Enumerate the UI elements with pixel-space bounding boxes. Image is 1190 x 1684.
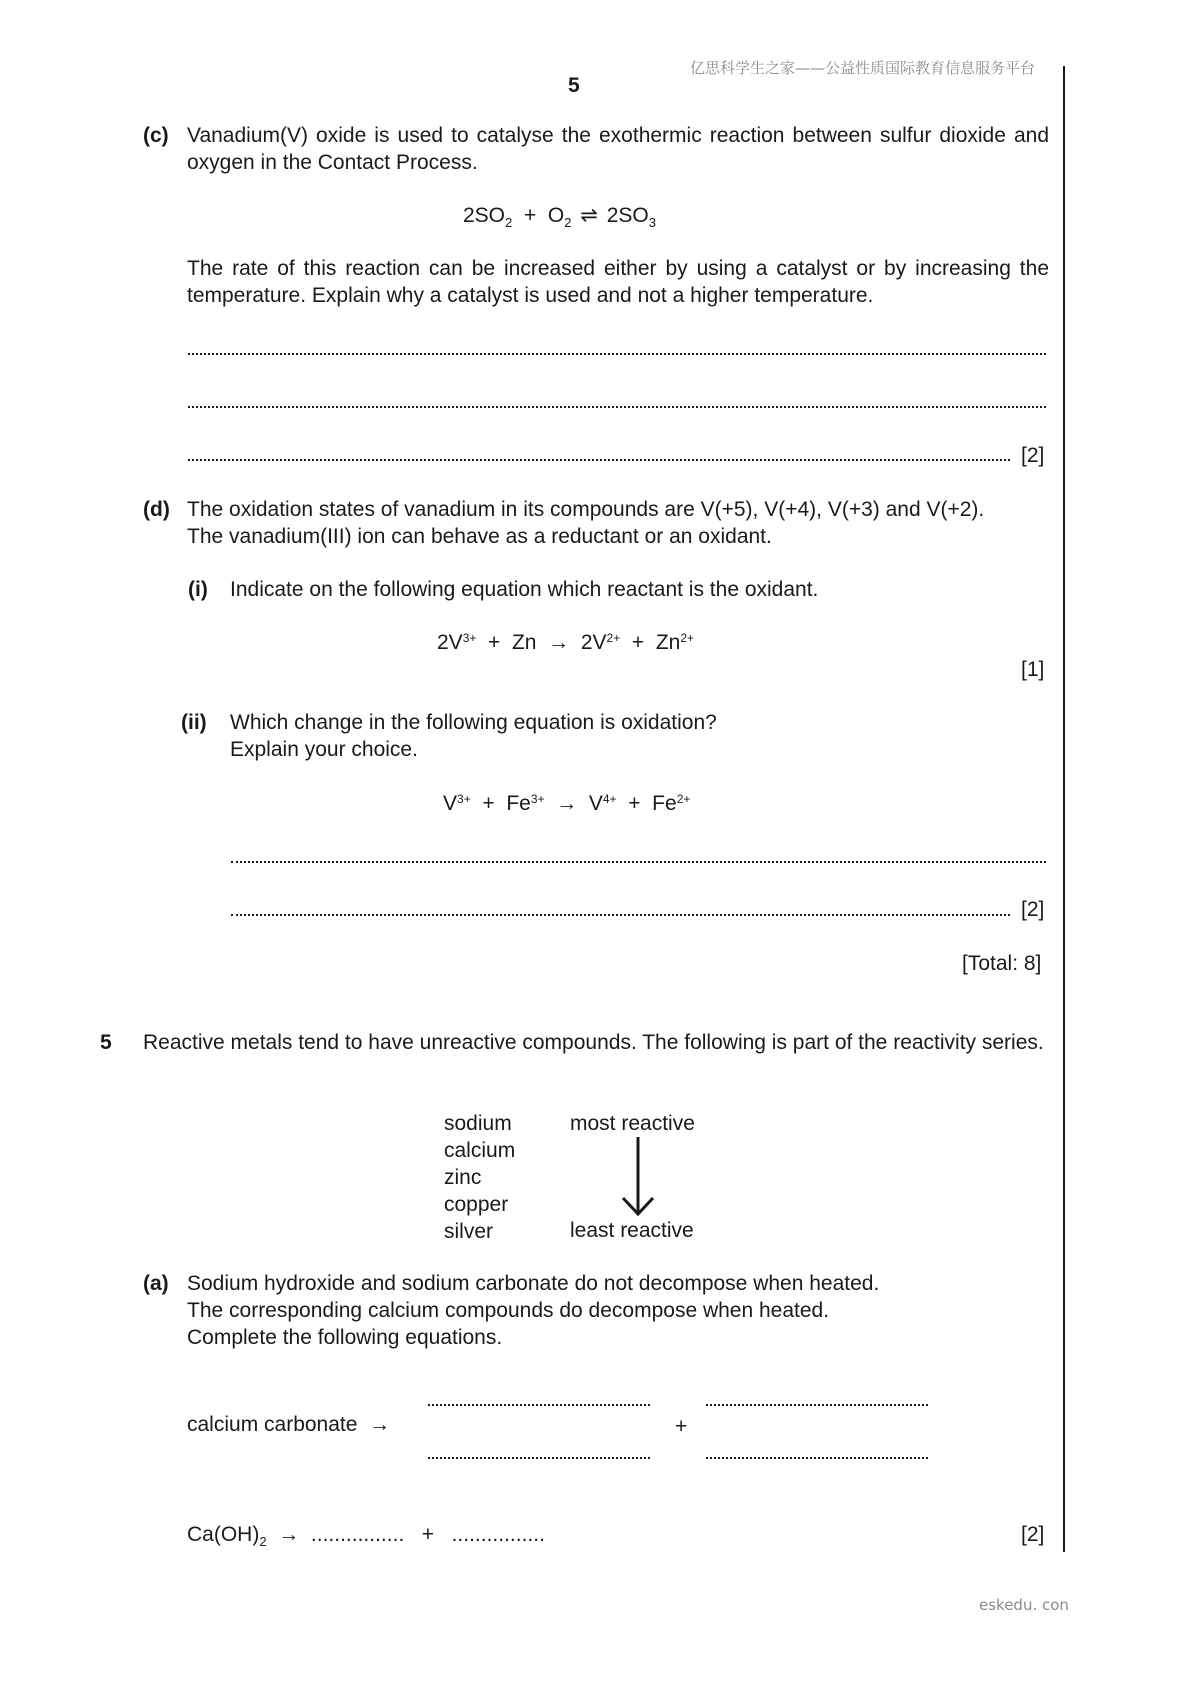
metal-copper: copper [444,1193,509,1216]
part-d-i-text: Indicate on the following equation which reactant is the oxidant. [230,578,819,601]
metal-sodium: sodium [444,1112,512,1135]
eq-plus: + [488,631,501,654]
part-5a-line3: Complete the following equations. [187,1326,503,1349]
eq1-product2-line2[interactable] [706,1457,928,1459]
marks-d-ii: [2] [1021,898,1045,921]
reactant-calcium-carbonate: calcium carbonate [187,1413,358,1436]
eq-charge: 2+ [676,792,691,806]
part-5a-label: (a) [143,1272,169,1295]
metal-calcium: calcium [444,1139,516,1162]
eq-term: V [588,792,603,815]
eq-plus: + [482,792,495,815]
page-number: 5 [568,74,580,97]
eq-charge: 2+ [680,631,695,645]
equation-d-i [437,629,694,656]
metal-zinc: zinc [444,1166,482,1189]
reaction-arrow-icon: → [278,1523,300,1546]
eq-term: 2V [437,631,463,654]
eq-term: Zn [655,631,681,654]
eq-charge: 3+ [462,631,477,645]
part-d-line1: The oxidation states of vanadium in its compounds are V(+5), V(+4), V(+3) and V(+2). [187,498,985,521]
eq-term: V [443,792,458,815]
eq2 [187,1521,545,1548]
eq-charge: 4+ [602,792,617,806]
metal-silver: silver [444,1220,494,1243]
equation-d-ii [443,790,690,817]
eq-charge: 3+ [530,792,545,806]
eq-term: O [547,204,565,227]
eq-plus: + [631,631,645,654]
part-5a-line1: Sodium hydroxide and sodium carbonate do not decompose when heated. [187,1272,880,1295]
part-c-label: (c) [143,124,169,147]
watermark-top: 亿思科学生之家——公益性质国际教育信息服务平台 [690,59,1036,77]
eq1-reactant [187,1411,390,1438]
watermark-bottom: eskedu. con [979,1596,1069,1614]
eq2-plus: + [421,1523,435,1546]
eq-sub: 3 [648,215,657,230]
part-d-ii-label: (ii) [181,711,207,734]
eq-term: Fe [506,792,531,815]
eq-sub: 2 [564,215,572,230]
answer-line-c-2[interactable] [188,406,1046,408]
equation-contact-process [463,202,656,229]
equilibrium-arrow-icon: ⇌ [580,204,598,227]
part-d-i-label: (i) [188,578,208,601]
least-reactive-label: least reactive [570,1219,694,1242]
answer-line-d-ii-2[interactable] [231,914,1010,916]
reaction-arrow-icon: → [369,1413,391,1436]
eq1-plus: + [675,1415,688,1438]
eq-term: Zn [511,631,537,654]
marks-5a: [2] [1021,1523,1045,1546]
marks-c: [2] [1021,444,1045,467]
marks-d-i: [1] [1021,658,1045,681]
answer-line-c-3[interactable] [188,459,1010,461]
eq-plus: + [628,792,641,815]
reaction-arrow-icon: → [556,792,578,815]
part-d-line2: The vanadium(III) ion can behave as a reductant or an oxidant. [187,525,772,548]
question-5-intro: Reactive metals tend to have unreactive compounds. The following is part of the reactivity series. [143,1031,1044,1054]
eq-term: Fe [652,792,677,815]
eq-term: 2SO [463,204,506,227]
part-d-label: (d) [143,498,170,521]
eq2-blank-2[interactable]: ................ [451,1523,545,1546]
eq1-product2-line1[interactable] [706,1404,928,1406]
eq1-product1-line2[interactable] [428,1457,650,1459]
part-d-ii-line2: Explain your choice. [230,738,418,761]
eq-term: 2V [580,631,607,654]
eq-charge: 3+ [457,792,471,806]
right-margin-rule [1063,66,1065,1552]
reactant-calcium-hydroxide: Ca(OH) [187,1523,260,1546]
eq-term: 2SO [606,204,649,227]
reactivity-series [444,1110,515,1245]
most-reactive-label: most reactive [570,1112,695,1135]
down-arrow-icon [618,1135,658,1219]
total-marks: [Total: 8] [962,952,1042,975]
part-c-prompt: The rate of this reaction can be increased either by using a catalyst or by increasing the temperature. Explain why a catalyst is used and not a higher temperature. [187,257,1049,307]
eq1-product1-line1[interactable] [428,1404,650,1406]
answer-line-d-ii-1[interactable] [231,861,1046,863]
answer-line-c-1[interactable] [188,353,1046,355]
eq-plus: + [523,204,537,227]
eq2-blank-1[interactable]: ................ [310,1523,405,1546]
question-5-number: 5 [100,1031,112,1054]
eq-sub: 2 [505,215,513,230]
part-d-ii-line1: Which change in the following equation is oxidation? [230,711,717,734]
reaction-arrow-icon: → [548,631,570,654]
eq-sub: 2 [259,1534,267,1549]
eq-charge: 2+ [606,631,621,645]
part-c-text: Vanadium(V) oxide is used to catalyse the exothermic reaction between sulfur dioxide and oxygen in the Contact Process. [187,124,1049,174]
part-5a-line2: The corresponding calcium compounds do decompose when heated. [187,1299,830,1322]
